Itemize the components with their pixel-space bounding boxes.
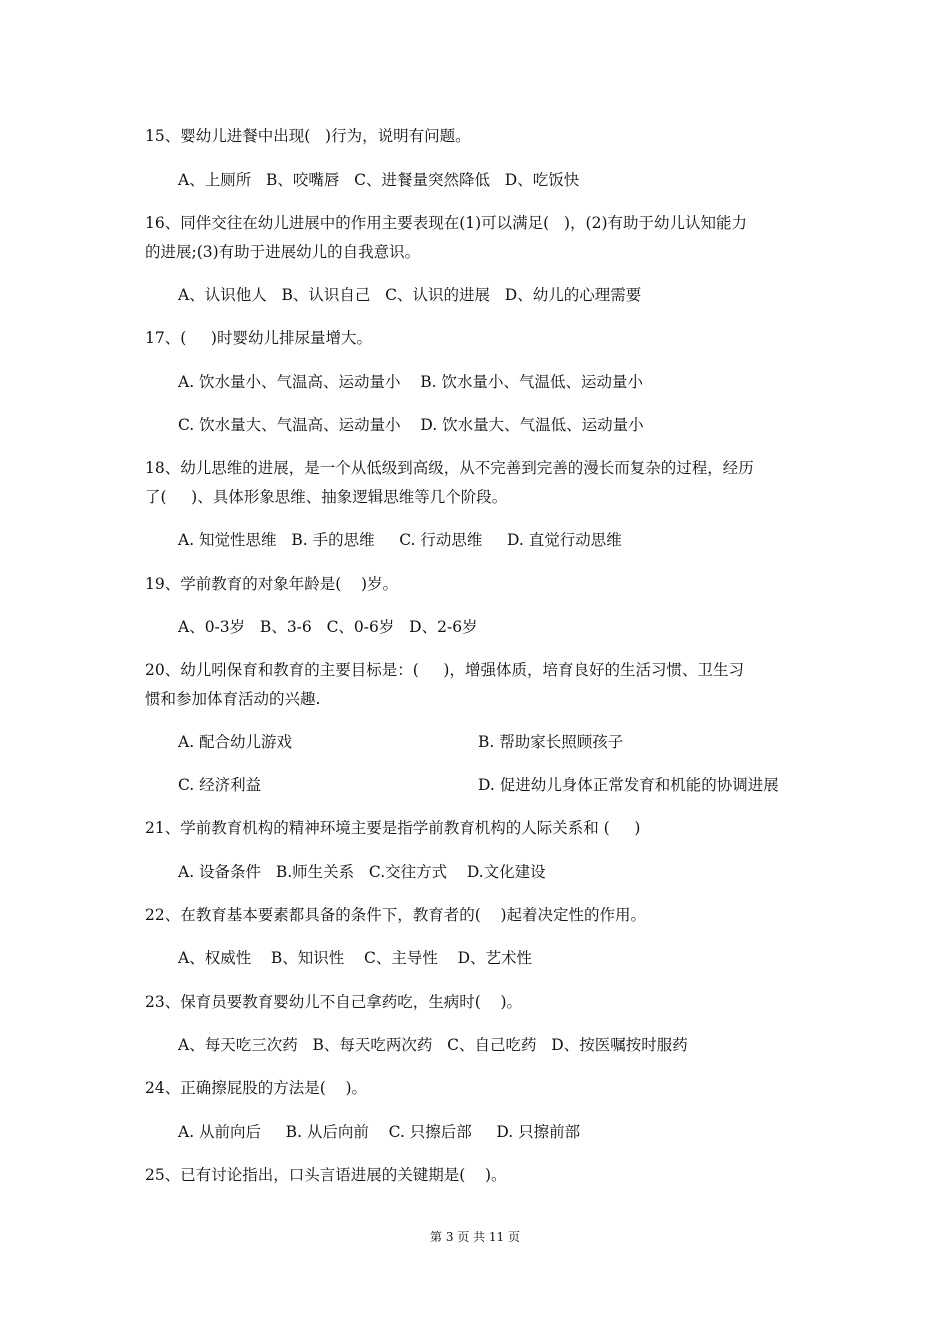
question-18: 18、幼儿思维的进展，是一个从低级到高级，从不完善到完善的漫长而复杂的过程，经历 — [145, 459, 754, 477]
question-20-option-d: D. 促进幼儿身体正常发育和机能的协调进展 — [478, 776, 779, 794]
question-21-options: A. 设备条件 B.师生关系 C.交往方式 D.文化建设 — [178, 863, 546, 881]
question-24-options: A. 从前向后 B. 从后向前 C. 只擦后部 D. 只擦前部 — [178, 1123, 581, 1141]
question-23-options: A、每天吃三次药 B、每天吃两次药 C、自己吃药 D、按医嘱按时服药 — [178, 1036, 688, 1054]
question-22: 22、在教育基本要素都具备的条件下，教育者的( )起着决定性的作用。 — [145, 906, 647, 924]
question-15: 15、婴幼儿进餐中出现( )行为，说明有问题。 — [145, 127, 471, 145]
question-21: 21、学前教育机构的精神环境主要是指学前教育机构的人际关系和 ( ) — [145, 819, 641, 837]
question-16-options: A、认识他人 B、认识自己 C、认识的进展 D、幼儿的心理需要 — [178, 286, 642, 304]
question-19: 19、学前教育的对象年龄是( )岁。 — [145, 575, 399, 593]
question-16: 16、同伴交往在幼儿进展中的作用主要表现在(1)可以满足( )，(2)有助于幼儿认知能力 — [145, 214, 748, 232]
question-20-option-a: A. 配合幼儿游戏 — [178, 733, 293, 751]
question-19-options: A、0-3岁 B、3-6 C、0-6岁 D、2-6岁 — [178, 618, 478, 636]
question-17-options-cd: C. 饮水量大、气温高、运动量小 D. 饮水量大、气温低、运动量小 — [178, 416, 644, 434]
page-footer: 第 3 页 共 11 页 — [430, 1230, 520, 1244]
question-22-options: A、权威性 B、知识性 C、主导性 D、艺术性 — [178, 949, 532, 967]
question-20-option-b: B. 帮助家长照顾孩子 — [478, 733, 624, 751]
question-18-options: A. 知觉性思维 B. 手的思维 C. 行动思维 D. 直觉行动思维 — [178, 531, 622, 549]
question-23: 23、保育员要教育婴幼儿不自己拿药吃，生病时( )。 — [145, 993, 523, 1011]
question-15-options: A、上厕所 B、咬嘴唇 C、进餐量突然降低 D、吃饭快 — [178, 171, 580, 189]
question-24: 24、正确擦屁股的方法是( )。 — [145, 1079, 368, 1097]
question-20: 20、幼儿吲保育和教育的主要目标是：( )，增强体质，培育良好的生活习惯、卫生习 — [145, 661, 744, 679]
question-16-continued: 的进展;(3)有助于进展幼儿的自我意识。 — [145, 243, 421, 261]
question-17-options-ab: A. 饮水量小、气温高、运动量小 B. 饮水量小、气温低、运动量小 — [178, 373, 644, 391]
question-20-option-c: C. 经济利益 — [178, 776, 262, 794]
question-18-continued: 了( )、具体形象思维、抽象逻辑思维等几个阶段。 — [145, 488, 508, 506]
question-17: 17、( )时婴幼儿排尿量增大。 — [145, 329, 372, 347]
question-25: 25、已有讨论指出，口头言语进展的关键期是( )。 — [145, 1166, 507, 1184]
question-20-continued: 惯和参加体育活动的兴趣. — [145, 690, 321, 708]
